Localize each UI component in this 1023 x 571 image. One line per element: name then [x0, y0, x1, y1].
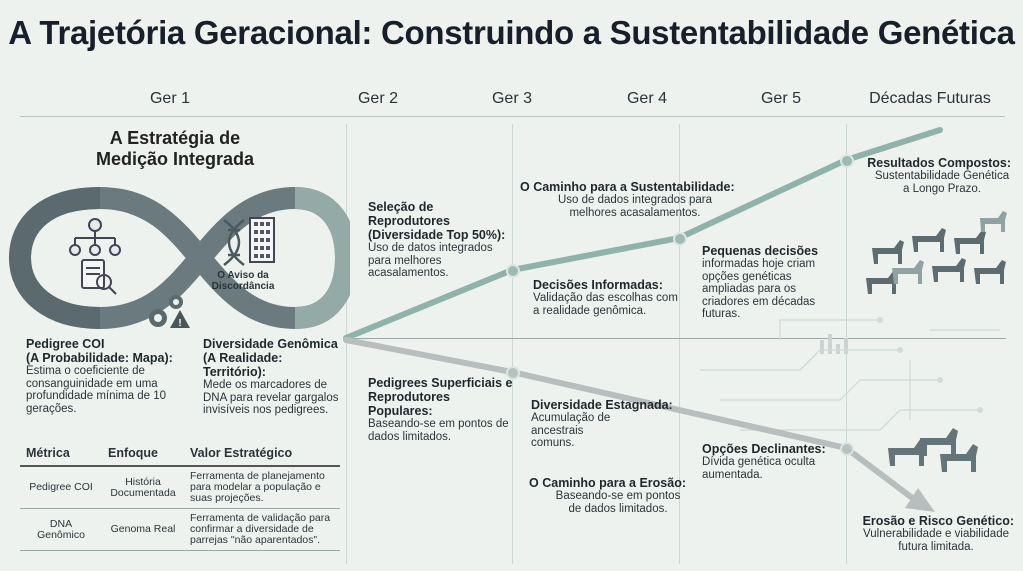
erosion-arrow-head [905, 488, 935, 512]
declining-options-block: Opções Declinantes: Dívida genética oculta aumentada. [702, 442, 826, 481]
superficial-pedigrees-block: Pedigrees Superficiais e Reprodutores Populares: Baseando-se em pontos de dados limitados. [368, 376, 513, 443]
table-header: Valor Estratégico [184, 442, 340, 466]
table-header: Métrica [20, 442, 102, 466]
erosion-path-block: O Caminho para a Erosão: Baseando-se em pontos de dados limitados. [529, 476, 686, 515]
table-cell: Pedigree COI [20, 466, 102, 509]
milestone-dot [506, 264, 520, 278]
table-cell: DNA Genômico [20, 509, 102, 551]
strategy-title: A Estratégia de Medição Integrada [95, 128, 255, 169]
erosion-risk-block: Erosão e Risco Genético: Vulnerabilidade e viabilidade futura limitada. [862, 514, 1014, 553]
small-decisions-block: Pequenas decisões informadas hoje criam opções genéticas ampliadas para os criadores em décadas futuras. [702, 244, 819, 320]
microarray-icon [250, 218, 274, 262]
milestone-dot [840, 154, 854, 168]
table-cell: Ferramenta de validação para confirmar a diversidade de parrejas "não aparentados". [184, 509, 340, 551]
svg-text:!: ! [178, 318, 182, 329]
table-row [20, 466, 340, 509]
metrics-table [20, 442, 340, 551]
dog-pack-icon [862, 208, 1012, 300]
table-header: Enfoque [102, 442, 184, 466]
hierarchy-icon [70, 219, 120, 255]
sustainability-path-block: O Caminho para a Sustentabilidade: Uso de dados integrados para melhores acasalamentos. [520, 180, 735, 219]
table-cell: Genoma Real [102, 509, 184, 551]
gen-5-label: Ger 5 [760, 90, 801, 107]
document-search-icon [82, 260, 116, 294]
stagnant-diversity-block: Diversidade Estagnada: Acumulação de ancestrais comuns. [531, 398, 673, 449]
page-title: A Trajetória Geracional: Construindo a Sustentabilidade Genética [8, 14, 1015, 51]
pedigree-coi-block: Pedigree COI (A Probabilidade: Mapa): Estima o coeficiente de consanguinidade em uma profundidade mínima de 10 gerações. [26, 337, 173, 415]
compound-results-block: Resultados Compostos: Sustentabilidade Genética a Longo Prazo. [867, 156, 1011, 195]
informed-decisions-block: Decisões Informadas: Validação das escolhas com a realidade genômica. [533, 278, 678, 317]
gen-2-label: Ger 2 [357, 90, 398, 107]
future-label: Décadas Futuras [869, 90, 991, 107]
gen-4-label: Ger 4 [626, 90, 667, 107]
milestone-dot [840, 442, 854, 456]
gen-3-label: Ger 3 [491, 90, 532, 107]
discordance-alert: O Aviso da Discordância [211, 270, 275, 292]
breeder-selection-block: Seleção de Reprodutores (Diversidade Top 50%): Uso de datos integrados para melhores acasalamentos. [368, 200, 506, 279]
table-cell: Ferramenta de planejamento para modelar a população e suas projeções. [184, 466, 340, 509]
table-row [20, 509, 340, 551]
table-header-row [20, 442, 340, 466]
dog-group-icon [880, 418, 990, 480]
infinity-loop-icon [0, 180, 350, 340]
genomic-diversity-block: Diversidade Genômica (A Realidade: Território): Mede os marcadores de DNA para revelar gargalos invisíveis nos pedigrees. [203, 337, 339, 416]
table-cell: História Documentada [102, 466, 184, 509]
milestone-dot [673, 232, 687, 246]
gen-1-label: Ger 1 [149, 90, 190, 107]
